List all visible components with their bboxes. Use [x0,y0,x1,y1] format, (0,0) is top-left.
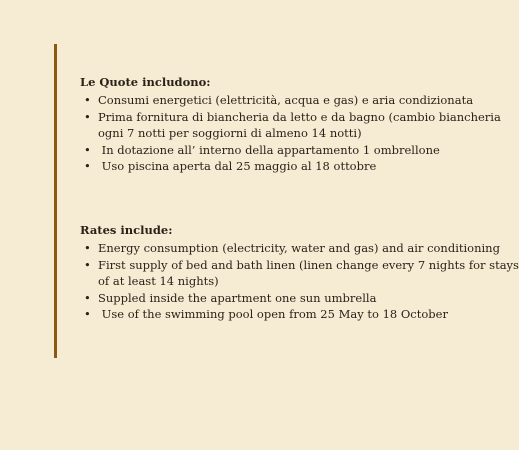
bullet-icon: • [84,142,91,157]
list-item-text: In dotazione all’ interno della appartamento 1 ombrellone [98,142,440,157]
list-item [80,306,450,323]
bullet-icon: • [84,93,91,107]
list-item-text: First supply of bed and bath linen (linen change every 7 nights for stays [98,257,519,272]
italian-section [80,74,501,175]
bullet-icon: • [84,109,91,124]
list-item-text: Use of the swimming pool open from 25 May to 18 October [98,307,448,321]
accent-bar [54,44,57,358]
list-item-text-continued: ogni 7 notti per soggiorni di almeno 14 notti) [98,126,362,140]
english-title: Rates include: [80,223,173,237]
bullet-icon: • [84,307,91,321]
list-item-text: Uso piscina aperta dal 25 maggio al 18 ottobre [98,159,377,173]
italian-list [80,92,501,175]
list-item [80,290,450,307]
bullet-icon: • [84,241,91,255]
bullet-icon: • [84,290,91,305]
bullet-icon: • [84,257,91,272]
english-section [80,222,519,323]
italian-title: Le Quote includono: [80,75,211,89]
list-item [80,142,450,159]
list-item [80,158,450,175]
list-item [80,240,500,257]
english-list [80,240,519,323]
list-item-text-continued: of at least 14 nights) [98,274,219,288]
list-item [80,92,474,109]
bullet-icon: • [84,159,91,173]
list-item-text: Energy consumption (electricity, water and gas) and air conditioning [98,241,500,255]
list-item [80,109,501,142]
list-item-text: Consumi energetici (elettricità, acqua e gas) e aria condizionata [98,93,474,107]
list-item-text: Suppled inside the apartment one sun umbrella [98,290,377,305]
list-item [80,257,519,290]
list-item-text: Prima fornitura di biancheria da letto e da bagno (cambio biancheria [98,109,501,124]
